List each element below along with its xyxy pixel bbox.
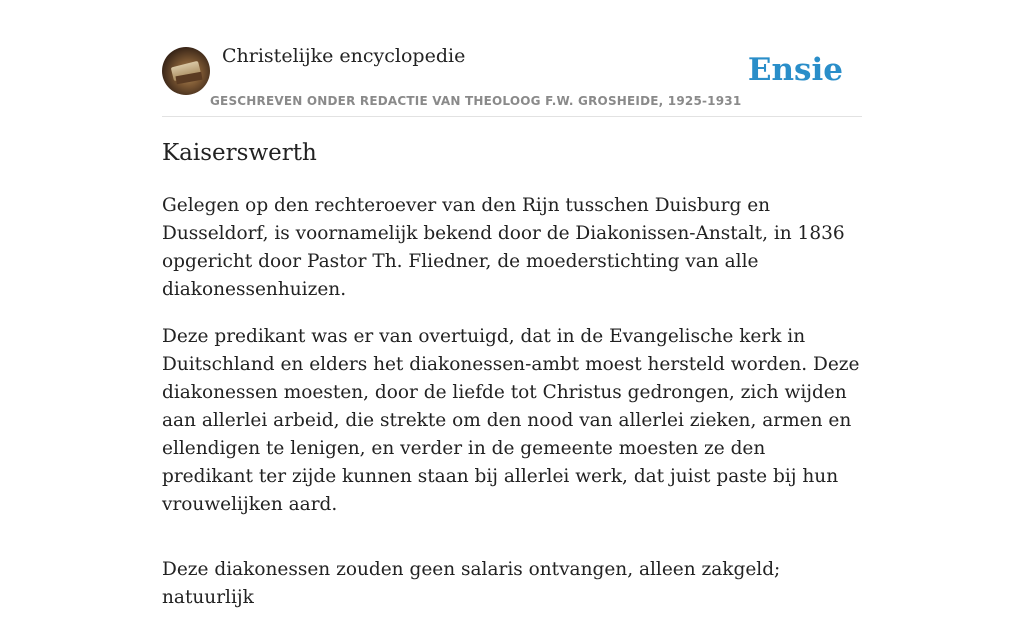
site-header — [162, 0, 862, 117]
paragraph: Gelegen op den rechteroever van den Rijn tusschen Duisburg en Dusseldorf, is voornamelijk bekend door de Diakonissen-Anstalt, in 1836 opgericht door Pastor Th. Fliedner, de moederstichting van alle diakonessenhuizen. — [162, 195, 845, 300]
avatar[interactable] — [162, 47, 210, 95]
site-title[interactable]: Christelijke encyclopedie — [222, 45, 466, 67]
page — [162, 0, 862, 608]
article-title: Kaiserswerth — [162, 140, 317, 166]
site-subtitle: GESCHREVEN ONDER REDACTIE VAN THEOLOOG F.W. GROSHEIDE, 1925-1931 — [210, 94, 742, 108]
paragraph: Deze predikant was er van overtuigd, dat in de Evangelische kerk in Duitschland en elders het diakonessen-ambt moest hersteld worden. Deze diakonessen moesten, door de liefde tot Christus gedrongen, zich wijden aan allerlei arbeid, die strekte om den nood van allerlei zieken, armen en ellendigen te lenigen, en verder in de gemeente moesten ze den predikant ter zijde kunnen staan bij allerlei werk, dat juist paste bij hun vrouwelijken aard. — [162, 326, 860, 515]
brand-logo[interactable]: Ensie — [747, 52, 843, 88]
paragraph: Deze diakonessen zouden geen salaris ontvangen, alleen zakgeld; natuurlijk — [162, 559, 781, 608]
article-body — [162, 192, 862, 631]
